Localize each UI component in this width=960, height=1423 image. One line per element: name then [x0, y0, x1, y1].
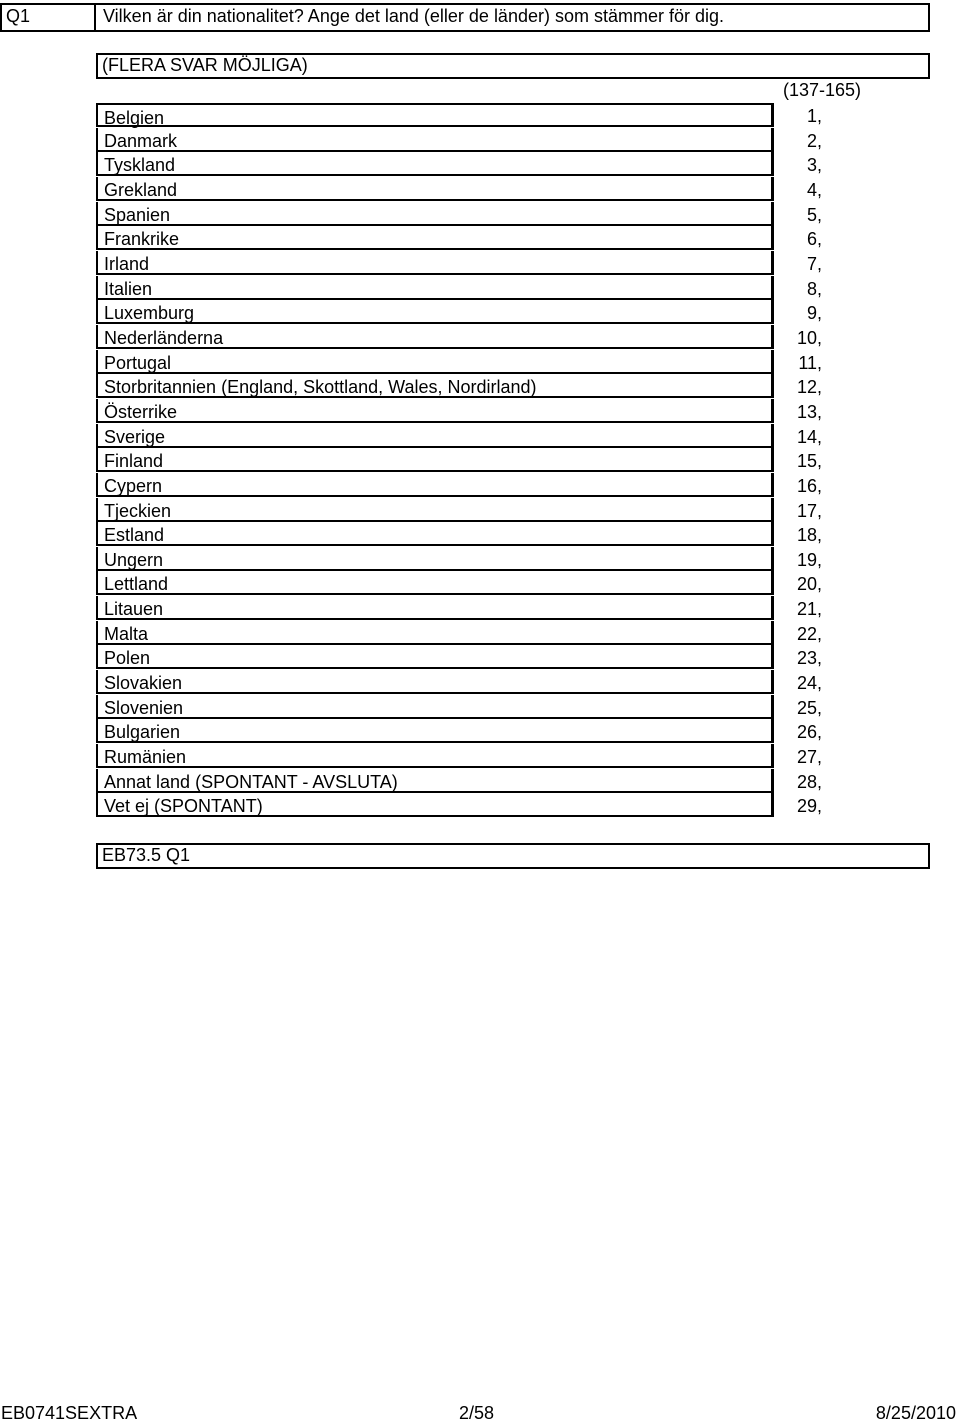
list-item: [96, 374, 836, 399]
list-item: [96, 695, 836, 720]
option-label: Bulgarien: [104, 722, 181, 743]
option-code: 16,: [796, 475, 822, 496]
instruction-text: (FLERA SVAR MÖJLIGA): [102, 55, 308, 75]
option-code: 27,: [796, 747, 822, 768]
code-range: (137-165): [782, 80, 861, 100]
option-label: Litauen: [104, 599, 164, 620]
list-item: [96, 571, 836, 596]
option-label-cell: [96, 571, 774, 595]
option-label-cell: [96, 251, 774, 275]
option-code: 19,: [796, 549, 822, 570]
option-label: Danmark: [104, 130, 178, 151]
option-label-cell: [96, 473, 774, 497]
list-item: [96, 103, 836, 128]
option-label-cell: [96, 670, 774, 694]
option-code: 11,: [798, 352, 822, 373]
option-code: 6,: [806, 229, 822, 250]
option-code: 23,: [796, 648, 822, 669]
list-item: [96, 522, 836, 547]
option-label-cell: [96, 152, 774, 176]
option-code: 8,: [806, 278, 822, 299]
option-code: 29,: [796, 796, 822, 817]
option-label-cell: [96, 226, 774, 250]
option-label: Ungern: [104, 549, 164, 570]
question-number: Q1: [6, 6, 31, 26]
list-item: [96, 128, 836, 153]
option-label-cell: [96, 448, 774, 472]
source-cell: [96, 843, 930, 869]
list-item: [96, 473, 836, 498]
option-label-cell: [96, 350, 774, 374]
option-label-cell: [96, 547, 774, 571]
option-code: 18,: [796, 525, 822, 546]
footer-document-id: EB0741SEXTRA: [1, 1403, 138, 1423]
option-label: Slovakien: [104, 673, 183, 694]
option-label: Tyskland: [104, 155, 176, 176]
list-item: [96, 350, 836, 375]
option-label-cell: [96, 424, 774, 448]
option-code: 1,: [806, 106, 822, 126]
option-label-cell: [96, 325, 774, 349]
list-item: [96, 276, 836, 301]
option-label-cell: [96, 103, 774, 127]
option-label: Lettland: [104, 574, 169, 595]
list-item: [96, 645, 836, 670]
list-item: [96, 448, 836, 473]
list-item: [96, 202, 836, 227]
option-label: Österrike: [104, 401, 178, 422]
option-label-cell: [96, 374, 774, 398]
list-item: [96, 498, 836, 523]
option-label: Finland: [104, 451, 164, 472]
option-label-cell: [96, 596, 774, 620]
option-label-cell: [96, 719, 774, 743]
option-label-cell: [96, 128, 774, 152]
option-code: 20,: [796, 574, 822, 595]
list-item: [96, 226, 836, 251]
list-item: [96, 670, 836, 695]
option-label-cell: [96, 177, 774, 201]
list-item: [96, 719, 836, 744]
option-label: Portugal: [104, 352, 172, 373]
option-label-cell: [96, 769, 774, 793]
option-code: 3,: [806, 155, 822, 176]
option-label: Slovenien: [104, 697, 184, 718]
option-label-cell: [96, 399, 774, 423]
option-code: 14,: [796, 426, 822, 447]
option-code: 12,: [796, 377, 822, 398]
option-code: 4,: [806, 179, 822, 200]
option-code: 26,: [796, 722, 822, 743]
option-label-cell: [96, 498, 774, 522]
option-label: Irland: [104, 253, 150, 274]
option-code: 24,: [796, 673, 822, 694]
option-label: Annat land (SPONTANT - AVSLUTA): [104, 771, 398, 792]
option-code: 10,: [796, 327, 822, 348]
option-label: Sverige: [104, 426, 166, 447]
footer-date: 8/25/2010: [875, 1403, 956, 1423]
question-text: Vilken är din nationalitet? Ange det land (eller de länder) som stämmer för dig.: [103, 6, 725, 26]
list-item: [96, 325, 836, 350]
option-label: Polen: [104, 648, 151, 669]
option-label: Cypern: [104, 475, 163, 496]
list-item: [96, 300, 836, 325]
option-label-cell: [96, 645, 774, 669]
option-code: 21,: [796, 599, 822, 620]
option-code: 25,: [796, 697, 822, 718]
list-item: [96, 621, 836, 646]
option-label-cell: [96, 695, 774, 719]
option-code: 28,: [796, 771, 822, 792]
option-label: Rumänien: [104, 747, 187, 768]
list-item: [96, 793, 836, 818]
option-label: Spanien: [104, 204, 171, 225]
list-item: [96, 251, 836, 276]
list-item: [96, 769, 836, 794]
option-code: 9,: [806, 303, 822, 324]
option-label-cell: [96, 744, 774, 768]
option-code: 22,: [796, 623, 822, 644]
option-label: Italien: [104, 278, 153, 299]
option-label: Malta: [104, 623, 149, 644]
list-item: [96, 744, 836, 769]
option-label: Frankrike: [104, 229, 180, 250]
option-label-cell: [96, 202, 774, 226]
option-label: Luxemburg: [104, 303, 195, 324]
option-code: 15,: [796, 451, 822, 472]
option-code: 13,: [796, 401, 822, 422]
option-label: Tjeckien: [104, 500, 172, 521]
list-item: [96, 424, 836, 449]
option-label: Vet ej (SPONTANT): [104, 796, 263, 817]
list-item: [96, 399, 836, 424]
option-code: 2,: [806, 130, 822, 151]
option-label: Nederländerna: [104, 327, 224, 348]
list-item: [96, 547, 836, 572]
option-label-cell: [96, 300, 774, 324]
option-label-cell: [96, 621, 774, 645]
footer-page-number: 2/58: [459, 1403, 495, 1423]
option-label: Grekland: [104, 179, 178, 200]
list-item: [96, 596, 836, 621]
option-label-cell: [96, 793, 774, 817]
list-item: [96, 177, 836, 202]
source-reference: EB73.5 Q1: [102, 845, 191, 865]
list-item: [96, 152, 836, 177]
answer-options-list: [96, 103, 836, 818]
option-label: Estland: [104, 525, 165, 546]
option-label-cell: [96, 522, 774, 546]
option-code: 17,: [796, 500, 822, 521]
option-label: Storbritannien (England, Skottland, Wales, Nordirland): [104, 377, 537, 398]
option-label: Belgien: [104, 108, 165, 128]
option-label-cell: [96, 276, 774, 300]
option-code: 5,: [806, 204, 822, 225]
option-code: 7,: [806, 253, 822, 274]
